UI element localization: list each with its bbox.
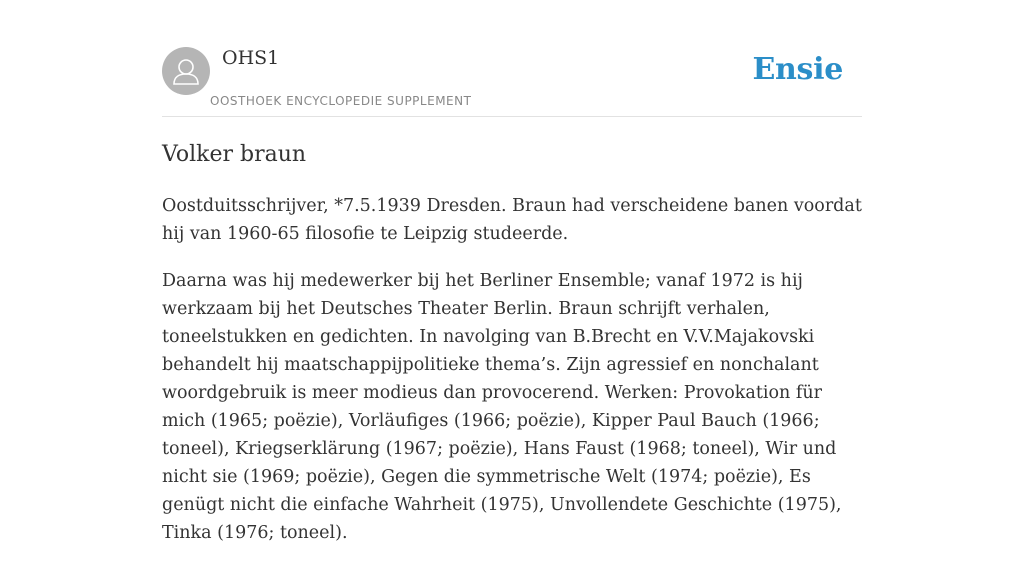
author-name[interactable]: OHS1 [222,47,280,69]
paragraph: Daarna was hij medewerker bij het Berliner Ensemble; vanaf 1972 is hij werkzaam bij het Deutsches Theater Berlin. Braun schrijft verhalen, toneelstukken en gedichten. In navolging van B.Brecht en V.V.Majakovski behandelt hij maatschappijpolitieke thema’s. Zijn agressief en nonchalant woordgebruik is meer modieus dan provocerend. Werken: Provokation für mich (1965; poëzie), Vorläufiges (1966; poëzie), Kipper Paul Bauch (1966; toneel), Kriegserklärung (1967; poëzie), Hans Faust (1968; toneel), Wir und nicht sie (1969; poëzie), Gegen die symmetrische Welt (1974; poëzie), Es genügt nicht die einfache Wahrheit (1975), Unvollendete Geschichte (1975), Tinka (1976; toneel). [162,271,842,543]
page-title: Volker braun [162,142,307,167]
header [162,46,862,117]
ensie-logo[interactable]: Ensie [752,52,843,87]
source-label[interactable]: OOSTHOEK ENCYCLOPEDIE SUPPLEMENT [210,94,472,108]
paragraph: Oostduitsschrijver, *7.5.1939 Dresden. Braun had verscheidene banen voordat hij van 1960-65 filosofie te Leipzig studeerde. [162,196,862,244]
user-icon[interactable] [162,47,210,95]
article-body [162,192,866,566]
